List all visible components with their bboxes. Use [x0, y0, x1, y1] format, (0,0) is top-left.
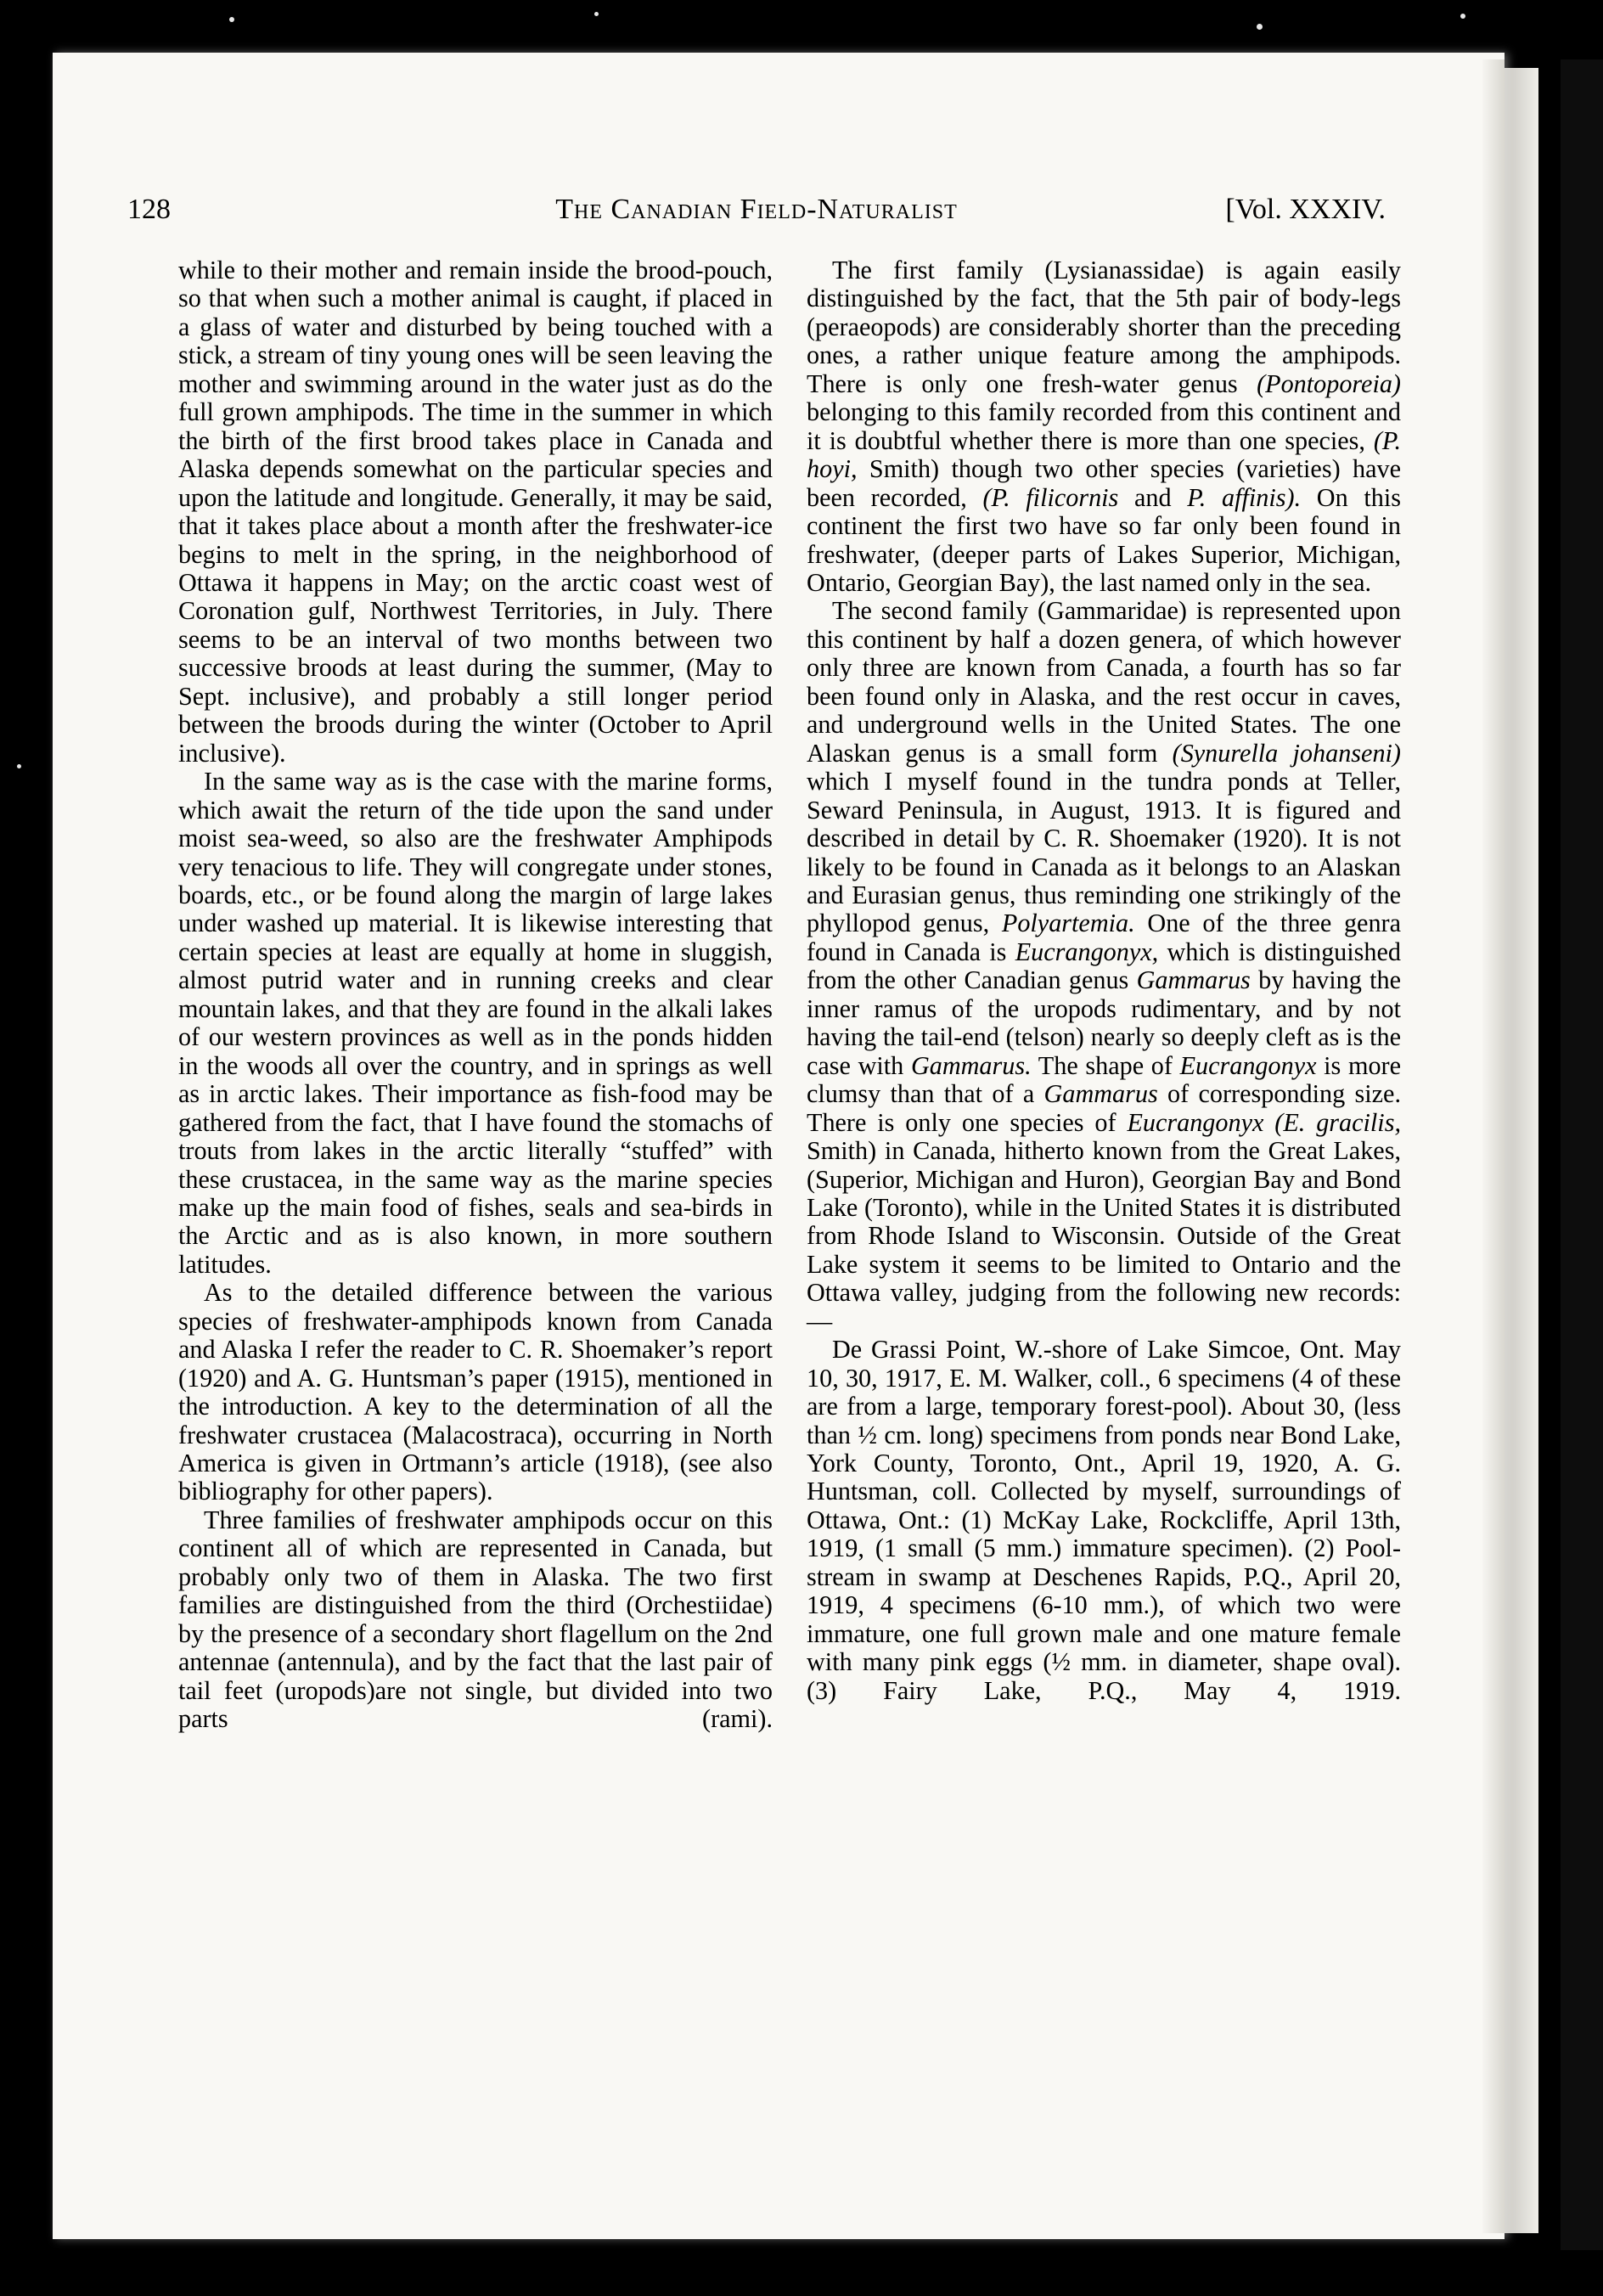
scan-border — [1561, 59, 1603, 2250]
paragraph: As to the detailed difference between the various species of freshwater-amphipods known from Canada and Alaska I refer the reader to C. R. Shoemaker’s report (1920) and A. G. Huntsman’s paper (1915), mentioned in the introduction. A key to the determination of all the freshwater crustacea (Malacostraca), occurring in North America is given in Ortmann’s article (1918), (see also bibliography for other papers). — [178, 1278, 773, 1506]
taxon-name: (Synurella johanseni) — [1172, 738, 1401, 768]
paragraph: while to their mother and remain inside the brood-pouch, so that when such a mother animal is caught, if placed in a glass of water and disturbed by being touched with a stick, a stream of tiny young ones will be seen leaving the mother and swimming around in the water just as do the full grown amphipods. The time in the summer in which the birth of the first brood takes place in Canada and Alaska depends somewhat on the particular species and upon the latitude and longitude. Generally, it may be said, that it takes place about a month after the freshwater-ice begins to melt in the spring, in the neighborhood of Ottawa it happens in May; on the arctic coast west of Coronation gulf, Northwest Territories, in July. There seems to be an interval of two months between two successive broods at least during the summer, (May to Sept. inclusive), and probably a still longer period between the broods during the winter (October to April inclusive). — [178, 256, 773, 768]
running-header — [127, 189, 1386, 231]
left-column — [178, 256, 773, 1734]
volume-label: [Vol. XXXIV. — [1225, 194, 1386, 225]
taxon-name: Eucrangonyx (E. gracilis, — [1127, 1107, 1401, 1137]
right-column — [807, 256, 1401, 1705]
taxon-name: Gammarus — [1043, 1079, 1158, 1109]
adjacent-page-edge — [1505, 68, 1538, 2233]
paragraph: In the same way as is the case with the marine forms, which await the return of the tide upon the sand under moist sea-weed, so also are the freshwater Amphipods very tenacious to life. They will congregate under stones, boards, etc., or be found along the margin of large lakes under washed up material. It is likewise interesting that certain species at least are equally at home in sluggish, almost putrid water and in running creeks and clear mountain lakes, and that they are found in the alkali lakes of our western provinces as well as in the ponds hidden in the woods all over the country, and in springs as well as in arctic lakes. Their importance as fish-food may be gathered from the fact, that I have found the stomachs of trouts from lakes in the arctic literally “stuffed” with these crustacea, in the same way as the marine species make up the main food of fishes, seals and sea-birds in the Arctic and as is also known, in more southern latitudes. — [178, 767, 773, 1279]
taxon-name: P. affinis). — [1187, 482, 1302, 512]
taxon-name: (P. hoyi, — [807, 425, 1401, 484]
paragraph: Three families of freshwater amphipods occur on this continent all of which are represented in Canada, but probably only two of them in Alaska. The two first families are distinguished from the third (Orchestiidae) by the presence of a secondary short flagellum on the 2nd antennae (antennula), and by the fact that the last pair of tail feet (uropods)are not single, but divided into two parts (rami). — [178, 1505, 773, 1734]
paragraph: The second family (Gammaridae) is represented upon this continent by half a dozen genera, of which however only three are known from Canada, a fourth has so far been found only in Alaska, and the rest occur in caves, and underground wells in the United States. The one Alaskan genus is a small form (Synurella johanseni) which I myself found in the tundra ponds at Teller, Seward Peninsula, in August, 1913. It is figured and described in detail by C. R. Shoemaker (1920). It is not likely to be found in Canada as it belongs to an Alaskan and Eurasian genus, thus reminding one strikingly of the phyllopod genus, Polyartemia. One of the three genra found in Canada is Eucrangonyx, which is distinguished from the other Canadian genus Gammarus by having the inner ramus of the uropods rudimentary, and by not having the tail-end (telson) nearly so deeply cleft as is the case with Gammarus. The shape of Eucrangonyx is more clumsy than that of a Gammarus of corresponding size. There is only one species of Eucrangonyx (E. gracilis, Smith) in Canada, hitherto known from the Great Lakes, (Superior, Michigan and Huron), Georgian Bay and Bond Lake (Toronto), while in the United States it is distributed from Rhode Island to Wisconsin. Outside of the Great Lake system it seems to be limited to Ontario and the Ottawa valley, judging from the following new records:— — [807, 596, 1402, 1336]
page-number: 128 — [127, 194, 171, 225]
journal-title: The Canadian Field-Naturalist — [555, 194, 958, 225]
paragraph: De Grassi Point, W.-shore of Lake Simcoe, Ont. May 10, 30, 1917, E. M. Walker, coll., 6 specimens (4 of these are from a large, temporary forest-pool). About 30, (less than ½ cm. long) specimens from ponds near Bond Lake, York County, Toronto, Ont., April 19, 1920, A. G. Huntsman, coll. Collected by myself, surroundings of Ottawa, Ont.: (1) McKay Lake, Rockcliffe, April 13th, 1919, (1 small (5 mm.) immature specimen). (2) Pool-stream in swamp at Deschenes Rapids, P.Q., April 20, 1919, 4 specimens (6-10 mm.), of which two were immature, one full grown male and one mature female with many pink eggs (½ mm. in diameter, shape oval). (3) Fairy Lake, P.Q., May 4, 1919. — [807, 1335, 1401, 1705]
taxon-name: (P. filicornis — [982, 482, 1119, 512]
taxon-name: Gammarus. — [910, 1050, 1032, 1080]
page-gutter-shadow — [1482, 59, 1505, 2233]
taxon-name: Polyartemia. — [1001, 909, 1135, 938]
taxon-name: Eucrangonyx, — [1015, 937, 1159, 966]
paragraph: The first family (Lysianassidae) is again easily distinguished by the fact, that the 5th pair of body-legs (peraeopods) are considerably shorter than the preceding ones, a rather unique feature among the amphipods. There is only one fresh-water genus (Pontoporeia) belonging to this family recorded from this continent and it is doubtful whether there is more than one species, (P. hoyi, Smith) though two other species (varieties) have been recorded, (P. filicornis and P. affinis). On this continent the first two have so far only been found in freshwater, (deeper parts of Lakes Superior, Michigan, Ontario, Georgian Bay), the last named only in the sea. — [807, 256, 1401, 597]
taxon-name: (Pontoporeia) — [1257, 369, 1401, 398]
taxon-name: Gammarus — [1136, 965, 1251, 995]
taxon-name: Eucrangonyx — [1179, 1050, 1317, 1080]
